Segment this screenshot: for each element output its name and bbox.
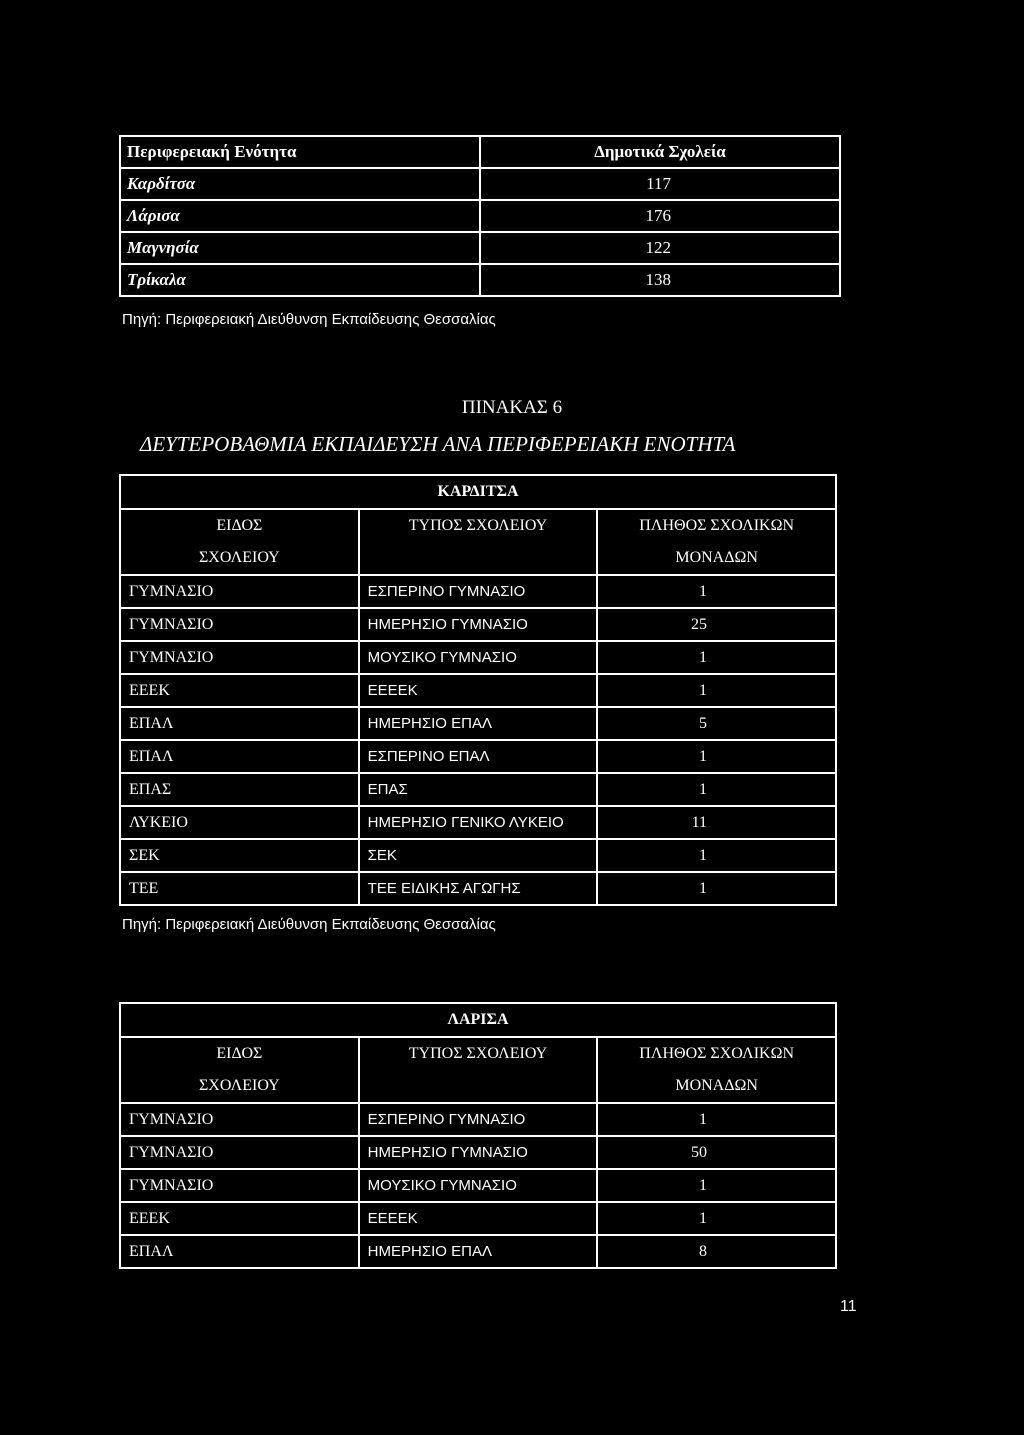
table-row bbox=[120, 264, 840, 296]
school-count-cell: 1 bbox=[597, 872, 836, 905]
school-type-cell: ΕΕΕΕΚ bbox=[359, 1202, 598, 1235]
column-header-regional-unit: Περιφερειακή Ενότητα bbox=[120, 136, 480, 168]
table1-source-note: Πηγή: Περιφερειακή Διεύθυνση Εκπαίδευσης Θεσσαλίας bbox=[122, 311, 496, 328]
region-header-row bbox=[120, 475, 836, 509]
column-header-primary-schools: Δημοτικά Σχολεία bbox=[480, 136, 840, 168]
primary-schools-table bbox=[119, 135, 841, 297]
school-kind-cell: ΤΕΕ bbox=[120, 872, 359, 905]
karditsa-source-note: Πηγή: Περιφερειακή Διεύθυνση Εκπαίδευσης Θεσσαλίας bbox=[122, 916, 496, 933]
school-type-cell: ΕΕΕΕΚ bbox=[359, 674, 598, 707]
table-row bbox=[120, 575, 836, 608]
school-type-cell: ΕΣΠΕΡΙΝΟ ΕΠΑΛ bbox=[359, 740, 598, 773]
regional-unit-cell: Τρίκαλα bbox=[120, 264, 480, 296]
table-row bbox=[120, 1103, 836, 1136]
regional-unit-cell: Λάρισα bbox=[120, 200, 480, 232]
school-kind-cell: ΕΕΕΚ bbox=[120, 674, 359, 707]
header-text: ΣΧΟΛΕΙΟΥ bbox=[198, 1077, 280, 1094]
table-row bbox=[120, 608, 836, 641]
school-type-cell: ΗΜΕΡΗΣΙΟ ΓΥΜΝΑΣΙΟ bbox=[359, 1136, 598, 1169]
karditsa-table bbox=[119, 474, 837, 906]
school-kind-cell: ΓΥΜΝΑΣΙΟ bbox=[120, 1169, 359, 1202]
school-type-cell: ΜΟΥΣΙΚΟ ΓΥΜΝΑΣΙΟ bbox=[359, 1169, 598, 1202]
school-count-cell: 5 bbox=[597, 707, 836, 740]
school-count-cell: 1 bbox=[597, 1103, 836, 1136]
column-header-kind bbox=[120, 1037, 359, 1103]
table-row bbox=[120, 1235, 836, 1268]
school-type-cell: ΗΜΕΡΗΣΙΟ ΓΕΝΙΚΟ ΛΥΚΕΙΟ bbox=[359, 806, 598, 839]
table-subtitle: ΔΕΥΤΕΡΟΒΑΘΜΙΑ ΕΚΠΑΙΔΕΥΣΗ ΑΝΑ ΠΕΡΙΦΕΡΕΙΑΚΗ ΕΝΟΤΗΤΑ bbox=[140, 432, 736, 456]
header-text: ΕΙΔΟΣ bbox=[216, 517, 263, 534]
school-count-cell: 50 bbox=[597, 1136, 836, 1169]
table-row bbox=[120, 641, 836, 674]
column-header-kind bbox=[120, 509, 359, 575]
school-type-cell: ΣΕΚ bbox=[359, 839, 598, 872]
larisa-table bbox=[119, 1002, 837, 1269]
school-count-cell: 1 bbox=[597, 641, 836, 674]
school-count-cell: 1 bbox=[597, 773, 836, 806]
school-type-cell: ΗΜΕΡΗΣΙΟ ΓΥΜΝΑΣΙΟ bbox=[359, 608, 598, 641]
header-text: ΕΙΔΟΣ bbox=[216, 1045, 263, 1062]
school-type-cell: ΕΠΑΣ bbox=[359, 773, 598, 806]
school-type-cell: ΜΟΥΣΙΚΟ ΓΥΜΝΑΣΙΟ bbox=[359, 641, 598, 674]
school-count-cell: 25 bbox=[597, 608, 836, 641]
school-kind-cell: ΕΠΑΛ bbox=[120, 1235, 359, 1268]
table-header-row bbox=[120, 136, 840, 168]
school-kind-cell: ΕΠΑΛ bbox=[120, 740, 359, 773]
column-header-count bbox=[597, 1037, 836, 1103]
school-kind-cell: ΕΠΑΣ bbox=[120, 773, 359, 806]
school-count-cell: 176 bbox=[480, 200, 840, 232]
table-row bbox=[120, 168, 840, 200]
school-type-cell: ΗΜΕΡΗΣΙΟ ΕΠΑΛ bbox=[359, 1235, 598, 1268]
table-row bbox=[120, 200, 840, 232]
column-header-row bbox=[120, 509, 836, 575]
regional-unit-cell: Μαγνησία bbox=[120, 232, 480, 264]
regional-unit-cell: Καρδίτσα bbox=[120, 168, 480, 200]
table-row bbox=[120, 773, 836, 806]
larisa-rows bbox=[120, 1103, 836, 1268]
table-row bbox=[120, 232, 840, 264]
region-name: ΛΑΡΙΣΑ bbox=[120, 1003, 836, 1037]
header-text: ΜΟΝΑΔΩΝ bbox=[675, 549, 758, 566]
column-header-type: ΤΥΠΟΣ ΣΧΟΛΕΙΟΥ bbox=[359, 509, 598, 575]
region-name: ΚΑΡΔΙΤΣΑ bbox=[120, 475, 836, 509]
school-count-cell: 1 bbox=[597, 740, 836, 773]
table-row bbox=[120, 674, 836, 707]
school-count-cell: 1 bbox=[597, 839, 836, 872]
table-row bbox=[120, 740, 836, 773]
school-type-cell: ΗΜΕΡΗΣΙΟ ΕΠΑΛ bbox=[359, 707, 598, 740]
table-label: ΠΙΝΑΚΑΣ 6 bbox=[461, 397, 563, 418]
school-count-cell: 122 bbox=[480, 232, 840, 264]
school-kind-cell: ΓΥΜΝΑΣΙΟ bbox=[120, 575, 359, 608]
table-row bbox=[120, 1169, 836, 1202]
school-kind-cell: ΓΥΜΝΑΣΙΟ bbox=[120, 1103, 359, 1136]
school-count-cell: 1 bbox=[597, 1169, 836, 1202]
school-count-cell: 1 bbox=[597, 575, 836, 608]
school-type-cell: ΕΣΠΕΡΙΝΟ ΓΥΜΝΑΣΙΟ bbox=[359, 1103, 598, 1136]
school-count-cell: 8 bbox=[597, 1235, 836, 1268]
table-row bbox=[120, 839, 836, 872]
table-row bbox=[120, 806, 836, 839]
region-header-row bbox=[120, 1003, 836, 1037]
school-kind-cell: ΛΥΚΕΙΟ bbox=[120, 806, 359, 839]
karditsa-rows bbox=[120, 575, 836, 905]
table-row bbox=[120, 872, 836, 905]
header-text: ΜΟΝΑΔΩΝ bbox=[675, 1077, 758, 1094]
column-header-count bbox=[597, 509, 836, 575]
page-number: 11 bbox=[840, 1298, 857, 1315]
school-type-cell: ΤΕΕ ΕΙΔΙΚΗΣ ΑΓΩΓΗΣ bbox=[359, 872, 598, 905]
school-count-cell: 117 bbox=[480, 168, 840, 200]
header-text: ΣΧΟΛΕΙΟΥ bbox=[198, 549, 280, 566]
school-kind-cell: ΓΥΜΝΑΣΙΟ bbox=[120, 641, 359, 674]
school-kind-cell: ΕΠΑΛ bbox=[120, 707, 359, 740]
school-count-cell: 1 bbox=[597, 1202, 836, 1235]
school-kind-cell: ΣΕΚ bbox=[120, 839, 359, 872]
school-count-cell: 11 bbox=[597, 806, 836, 839]
header-text: ΠΛΗΘΟΣ ΣΧΟΛΙΚΩΝ bbox=[639, 517, 795, 534]
school-type-cell: ΕΣΠΕΡΙΝΟ ΓΥΜΝΑΣΙΟ bbox=[359, 575, 598, 608]
school-kind-cell: ΕΕΕΚ bbox=[120, 1202, 359, 1235]
table-row bbox=[120, 707, 836, 740]
school-count-cell: 138 bbox=[480, 264, 840, 296]
table-row bbox=[120, 1136, 836, 1169]
school-count-cell: 1 bbox=[597, 674, 836, 707]
school-kind-cell: ΓΥΜΝΑΣΙΟ bbox=[120, 1136, 359, 1169]
table-row bbox=[120, 1202, 836, 1235]
column-header-type: ΤΥΠΟΣ ΣΧΟΛΕΙΟΥ bbox=[359, 1037, 598, 1103]
header-text: ΠΛΗΘΟΣ ΣΧΟΛΙΚΩΝ bbox=[639, 1045, 795, 1062]
column-header-row bbox=[120, 1037, 836, 1103]
school-kind-cell: ΓΥΜΝΑΣΙΟ bbox=[120, 608, 359, 641]
